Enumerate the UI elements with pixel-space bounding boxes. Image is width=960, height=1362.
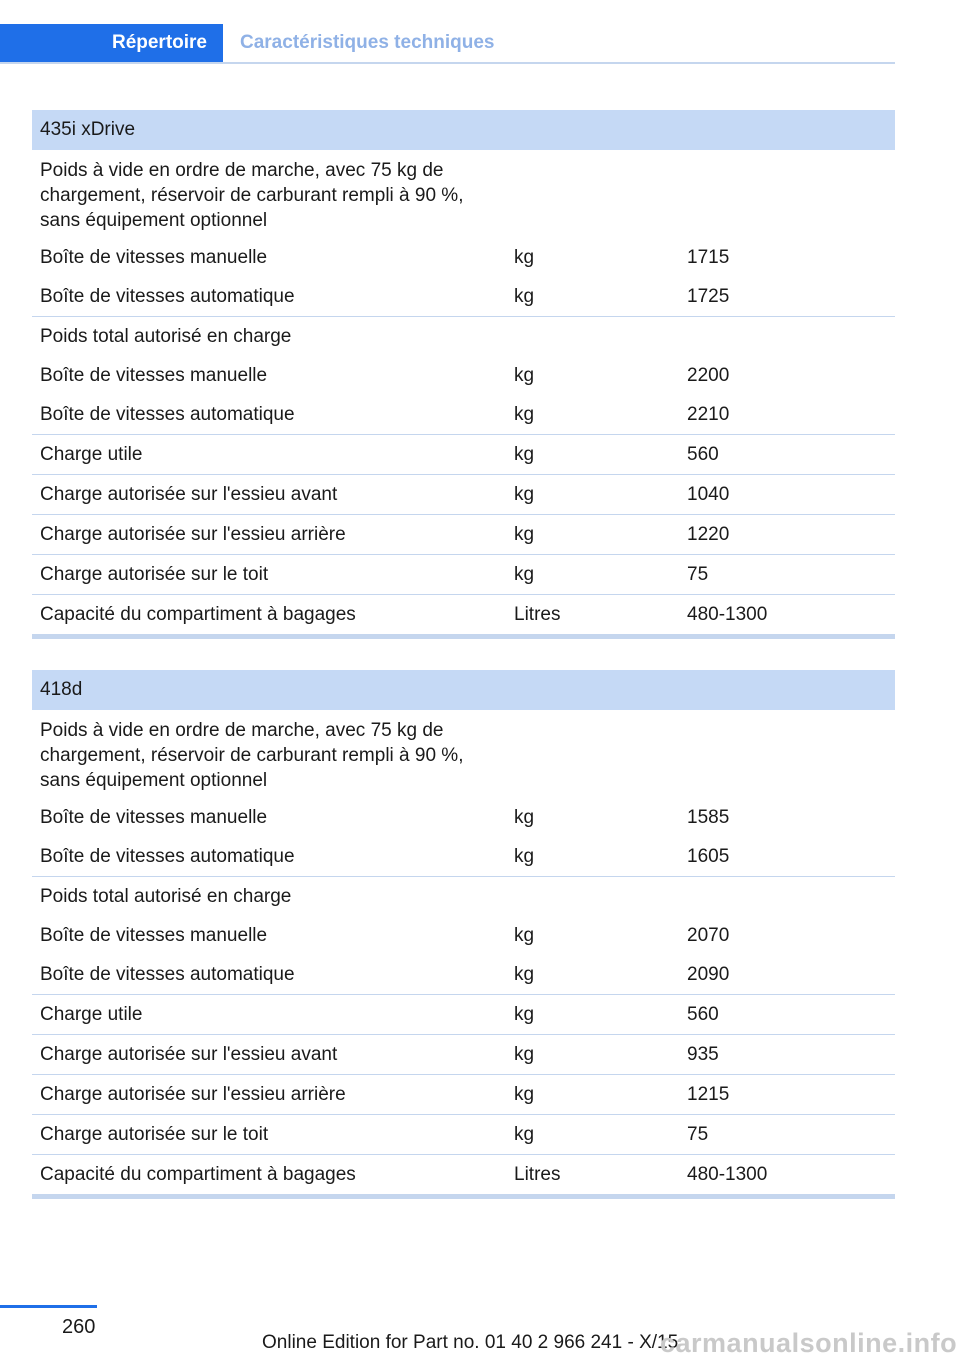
table-row [32,150,895,238]
table-row [32,595,895,634]
row-label: Boîte de vitesses manuelle [40,365,268,386]
rear-axle-group [32,515,895,555]
row-unit: kg [514,247,535,268]
row-label: Capacité du compartiment à bagages [40,604,356,625]
table-title-text: 435i xDrive [40,119,136,140]
table-row [32,435,895,474]
luggage-group [32,595,895,634]
spec-table-418d [32,670,895,1199]
row-label: Charge autorisée sur le toit [40,564,269,585]
row-value: 560 [687,1004,719,1025]
row-label: Charge autorisée sur l'essieu arrière [40,1084,346,1105]
row-value: 1215 [687,1084,730,1105]
table-row [32,277,895,316]
row-unit: kg [514,1124,535,1145]
row-value: 2210 [687,404,730,425]
table-row [32,1035,895,1074]
row-unit: kg [514,964,535,985]
row-label: Boîte de vitesses automatique [40,404,295,425]
empty-weight-group [32,710,895,877]
spec-table-435i [32,110,895,639]
row-label: Charge utile [40,444,143,465]
table-row [32,356,895,395]
row-unit: kg [514,1044,535,1065]
table-row [32,955,895,994]
tab-technical-specs-label: Caractéristiques techniques [240,32,495,53]
row-value: 560 [687,444,719,465]
page-number: 260 [62,1316,96,1338]
table-title-text: 418d [40,679,83,700]
total-weight-group [32,877,895,995]
watermark-logo: carmanualsonline.info [660,1328,958,1358]
table-row [32,837,895,876]
footer-accent-line [0,1305,97,1308]
row-unit: kg [514,846,535,867]
payload-group [32,995,895,1035]
tab-repertoire-label: Répertoire [111,32,207,53]
roof-load-group [32,555,895,595]
row-label: Boîte de vitesses automatique [40,964,295,985]
row-value: 2070 [687,925,730,946]
row-unit: kg [514,1084,535,1105]
row-unit: kg [514,444,535,465]
row-unit: kg [514,524,535,545]
total-weight-group [32,317,895,435]
row-label: Charge autorisée sur l'essieu arrière [40,524,346,545]
empty-weight-group [32,150,895,317]
table-row [32,555,895,594]
row-unit: kg [514,404,535,425]
tab-technical-specs[interactable] [240,24,494,62]
row-unit: kg [514,286,535,307]
row-label: Capacité du compartiment à bagages [40,1164,356,1185]
row-value: 75 [687,564,709,585]
row-value: 2200 [687,365,730,386]
table-row [32,877,895,916]
row-unit: Litres [514,1164,561,1185]
tab-repertoire[interactable] [0,24,223,62]
table-row [32,475,895,514]
table-row [32,515,895,554]
row-label: Charge utile [40,1004,143,1025]
row-label: Boîte de vitesses manuelle [40,247,268,268]
table-row [32,995,895,1034]
row-unit: kg [514,484,535,505]
row-unit: Litres [514,604,561,625]
header-tabs [0,24,895,64]
edition-text: Online Edition for Part no. 01 40 2 966 241 - X/15 [262,1332,679,1353]
row-value: 1220 [687,524,730,545]
row-value: 1040 [687,484,730,505]
table-row [32,1075,895,1114]
row-value: 935 [687,1044,719,1065]
row-unit: kg [514,925,535,946]
row-label: Charge autorisée sur l'essieu avant [40,1044,338,1065]
row-label: Boîte de vitesses automatique [40,846,295,867]
table-title [32,670,895,710]
empty-weight-label: Poids à vide en ordre de marche, avec 75 kg de chargement, réservoir de carburant rempli à 90 %, sans équipement optionnel [40,160,464,231]
table-title [32,110,895,150]
empty-weight-label: Poids à vide en ordre de marche, avec 75 kg de chargement, réservoir de carburant rempli à 90 %, sans équipement optionnel [40,720,464,791]
front-axle-group [32,475,895,515]
row-unit: kg [514,564,535,585]
row-value: 1715 [687,247,730,268]
table-row [32,916,895,955]
front-axle-group [32,1035,895,1075]
row-unit: kg [514,807,535,828]
row-label: Boîte de vitesses automatique [40,286,295,307]
row-value: 1585 [687,807,730,828]
row-unit: kg [514,365,535,386]
table-row [32,1115,895,1154]
table-row [32,710,895,798]
row-label: Boîte de vitesses manuelle [40,925,268,946]
table-row [32,1155,895,1194]
table-row [32,238,895,277]
table-row [32,395,895,434]
total-weight-label: Poids total autorisé en charge [40,326,292,347]
table-row [32,317,895,356]
luggage-group [32,1155,895,1194]
payload-group [32,435,895,475]
total-weight-label: Poids total autorisé en charge [40,886,292,907]
row-label: Charge autorisée sur l'essieu avant [40,484,338,505]
row-label: Boîte de vitesses manuelle [40,807,268,828]
row-value: 1605 [687,846,730,867]
row-label: Charge autorisée sur le toit [40,1124,269,1145]
table-row [32,798,895,837]
roof-load-group [32,1115,895,1155]
row-value: 75 [687,1124,709,1145]
rear-axle-group [32,1075,895,1115]
row-value: 480-1300 [687,1164,768,1185]
row-value: 480-1300 [687,604,768,625]
row-value: 2090 [687,964,730,985]
row-value: 1725 [687,286,730,307]
row-unit: kg [514,1004,535,1025]
